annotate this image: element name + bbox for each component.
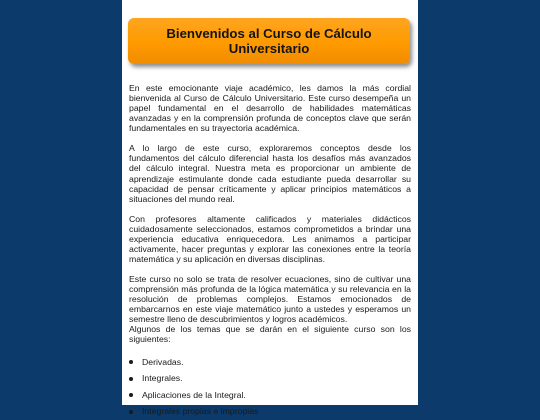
- bullet-icon: [129, 393, 133, 397]
- teachers-paragraph: Con profesores altamente calificados y materiales didácticos cuidadosamente seleccionados, estamos comprometidos a brindar una experiencia educativa enriquecedora. Les animamos a participar activamente, hacer preguntas y explorar las conexiones entre la teoría matemática y su aplicación en diversas disciplinas.: [129, 213, 411, 264]
- topic-label: Derivadas.: [142, 356, 184, 367]
- bullet-icon: [129, 360, 133, 364]
- goals-paragraph: A lo largo de este curso, exploraremos conceptos desde los fundamentos del cálculo diferencial hasta los desafíos más avanzados del cálculo integral. Nuestra meta es proporcionar un ambiente de aprendizaje estimulante donde cada estudiante pueda desarrollar su capacidad de pensar críticamente y aplicar principios matemáticos a situaciones del mundo real.: [129, 143, 411, 204]
- list-item: [129, 354, 411, 371]
- welcome-banner: [128, 18, 410, 64]
- intro-paragraph: En este emocionante viaje académico, les damos la más cordial bienvenida al Curso de Cálculo Universitario. Este curso desempeña un papel fundamental en el desarrollo de habilidades matemáticas avanzadas y en la comprensión profunda de conceptos clave que serán fundamentales en su trayectoria académica.: [129, 83, 411, 134]
- bullet-icon: [129, 410, 133, 414]
- topics-intro: Algunos de los temas que se darán en el siguiente curso son los siguientes:: [129, 324, 411, 345]
- topics-list: [129, 354, 411, 420]
- course-page: [122, 0, 418, 417]
- banner-title: Bienvenidos al Curso de Cálculo Universitario: [166, 26, 372, 56]
- list-item: [129, 403, 411, 420]
- topic-label: Integrales.: [142, 373, 183, 384]
- list-item: [129, 387, 411, 404]
- purpose-paragraph: Este curso no solo se trata de resolver ecuaciones, sino de cultivar una comprensión más profunda de la lógica matemática y su relevancia en la resolución de problemas complejos. Estamos emocionados de embarcarnos en este viaje matemático junto a ustedes y esperamos un semestre lleno de descubrimientos y logros académicos.: [129, 273, 411, 325]
- bullet-icon: [129, 377, 133, 381]
- list-item: [129, 370, 411, 387]
- topic-label: Aplicaciones de la Integral.: [142, 389, 246, 400]
- topic-label: Integrales propias e impropias: [142, 406, 259, 417]
- course-description: [129, 83, 411, 420]
